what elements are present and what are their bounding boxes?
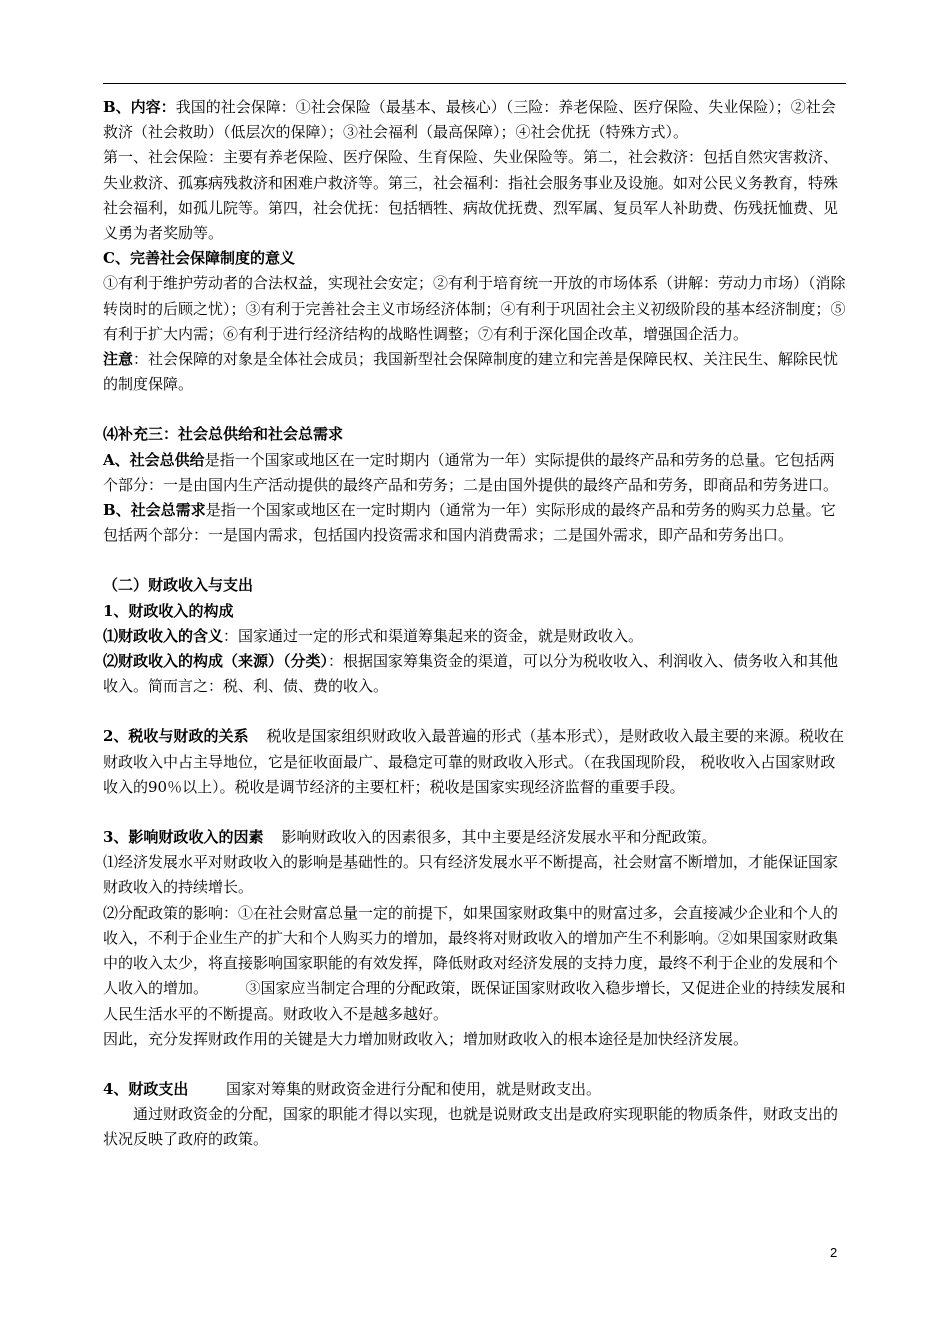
text-b-content: 我国的社会保障：①社会保险（最基本、最核心）（三险：养老保险、医疗保险、失业保险）；②社会救济（社会救助）（低层次的保障）；③社会福利（最高保障）；④社会优抚（特殊方式）。 bbox=[103, 98, 836, 142]
page-number: 2 bbox=[830, 1245, 838, 1260]
heading-2: 2、税收与财政的关系 bbox=[103, 727, 249, 746]
paragraph-3 bbox=[103, 825, 848, 850]
header-rule bbox=[103, 83, 846, 84]
text-3: 影响财政收入的因素很多，其中主要是经济发展水平和分配政策。 bbox=[281, 828, 717, 847]
paragraph-b-detail: 第一、社会保险：主要有养老保险、医疗保险、生育保险、失业保险等。第二，社会救济：包括自然灾害救济、失业救济、孤寡病残救济和困难户救济等。第三，社会福利：指社会服务事业及设施。如对公民义务教育，特殊社会福利，如孤儿院等。第四，社会优抚：包括牺牲、病故优抚费、烈军属、复员军人补助费、伤残抚恤费、见义勇为者奖励等。 bbox=[103, 148, 839, 243]
paragraph-supply bbox=[103, 448, 848, 498]
heading-3: 3、影响财政收入的因素 bbox=[103, 828, 264, 847]
paragraph-demand bbox=[103, 498, 848, 548]
paragraph-2 bbox=[103, 724, 848, 800]
text-1-1: ：国家通过一定的形式和渠道筹集起来的资金，就是财政收入。 bbox=[223, 626, 644, 645]
label-1-2: ⑵财政收入的构成（来源）（分类） bbox=[103, 652, 329, 671]
paragraph-conclusion: 因此，充分发挥财政作用的关键是大力增加财政收入；增加财政收入的根本途径是加快经济发展。 bbox=[103, 1029, 749, 1048]
text-4: 国家对筹集的财政资金进行分配和使用，就是财政支出。 bbox=[225, 1079, 601, 1098]
paragraph-c: ①有利于维护劳动者的合法权益，实现社会安定；②有利于培育统一开放的市场体系（讲解：劳动力市场）（消除转岗时的后顾之忧）；③有利于完善社会主义市场经济体制；④有利于巩固社会主义初级阶段的基本经济制度；⑤有利于扩大内需；⑥有利于进行经济结构的战略性调整；⑦有利于深化国企改革，增强国企活力。 bbox=[103, 274, 846, 343]
text-3-2b: ③国家应当制定合理的分配政策，既保证国家财政收入稳步增长，又促进企业的持续发展和人民生活水平的不断提高。财政收入不是越多越好。 bbox=[103, 979, 846, 1023]
heading-c: C、完善社会保障制度的意义 bbox=[103, 249, 295, 268]
paragraph-4 bbox=[103, 1077, 848, 1102]
text-demand: 是指一个国家或地区在一定时期内（通常为一年）实际形成的最终产品和劳务的购买力总量。它包括两个部分：一是国内需求，包括国内投资需求和国内消费需求；二是国外需求，即产品和劳务出口。 bbox=[103, 501, 836, 545]
paragraph-3-1: ⑴经济发展水平对财政收入的影响是基础性的。只有经济发展水平不断提高，社会财富不断增加，才能保证国家财政收入的持续增长。 bbox=[103, 853, 839, 897]
paragraph-4-body: 通过财政资金的分配，国家的职能才得以实现，也就是说财政支出是政府实现职能的物质条件，财政支出的状况反映了政府的政策。 bbox=[103, 1105, 839, 1149]
label-1-1: ⑴财政收入的含义 bbox=[103, 626, 224, 645]
label-demand: B、社会总需求 bbox=[103, 501, 206, 520]
section-heading-finance: （二）财政收入与支出 bbox=[103, 576, 254, 595]
heading-supplement: ⑷补充三：社会总供给和社会总需求 bbox=[103, 425, 344, 444]
heading-4: 4、财政支出 bbox=[103, 1079, 189, 1098]
paragraph-3-2 bbox=[103, 901, 848, 1027]
text-1-2: ：根据国家筹集资金的渠道，可以分为税收收入、利润收入、债务收入和其他收入。简而言之：税、利、债、费的收入。 bbox=[103, 652, 839, 696]
text-3-2a: ⑵分配政策的影响：①在社会财富总量一定的前提下，如果国家财政集中的财富过多，会直接减少企业和个人的收入，不利于企业生产的扩大和个人购买力的增加，最终将对财政收入的增加产生不利影响。②如果国家财政集中的收入太少，将直接影响国家职能的有效发挥，降低财政对经济发展的支持力度，最终不利于企业的发展和个人收入的增加。 bbox=[103, 903, 839, 998]
label-note: 注意 bbox=[103, 350, 134, 369]
paragraph-note bbox=[103, 347, 848, 397]
text-supply: 是指一个国家或地区在一定时期内（通常为一年）实际提供的最终产品和劳务的总量。它包括两个部分：一是由国内生产活动提供的最终产品和劳务；二是由国外提供的最终产品和劳务，即商品和劳务进口。 bbox=[103, 450, 839, 494]
label-supply: A、社会总供给 bbox=[103, 450, 205, 469]
paragraph-1-1 bbox=[103, 624, 848, 649]
paragraph-b-content bbox=[103, 95, 848, 145]
document-body bbox=[103, 95, 848, 1153]
text-note: ：社会保障的对象是全体社会成员；我国新型社会保障制度的建立和完善是保障民权、关注民生、解除民忧的制度保障。 bbox=[103, 350, 839, 394]
text-2: 税收是国家组织财政收入最普遍的形式（基本形式），是财政收入最主要的来源。税收在财政收入中占主导地位，它是征收面最广、最稳定可靠的财政收入形式。（在我国现阶段， 税收收入占国家财政收入的90％以上）。税收是调节经济的主要杠杆；税收是国家实现经济监督的重要手段。 bbox=[103, 727, 844, 796]
heading-1: 1、财政收入的构成 bbox=[103, 601, 234, 620]
label-b-content: B、内容： bbox=[103, 98, 176, 116]
paragraph-1-2 bbox=[103, 649, 848, 699]
